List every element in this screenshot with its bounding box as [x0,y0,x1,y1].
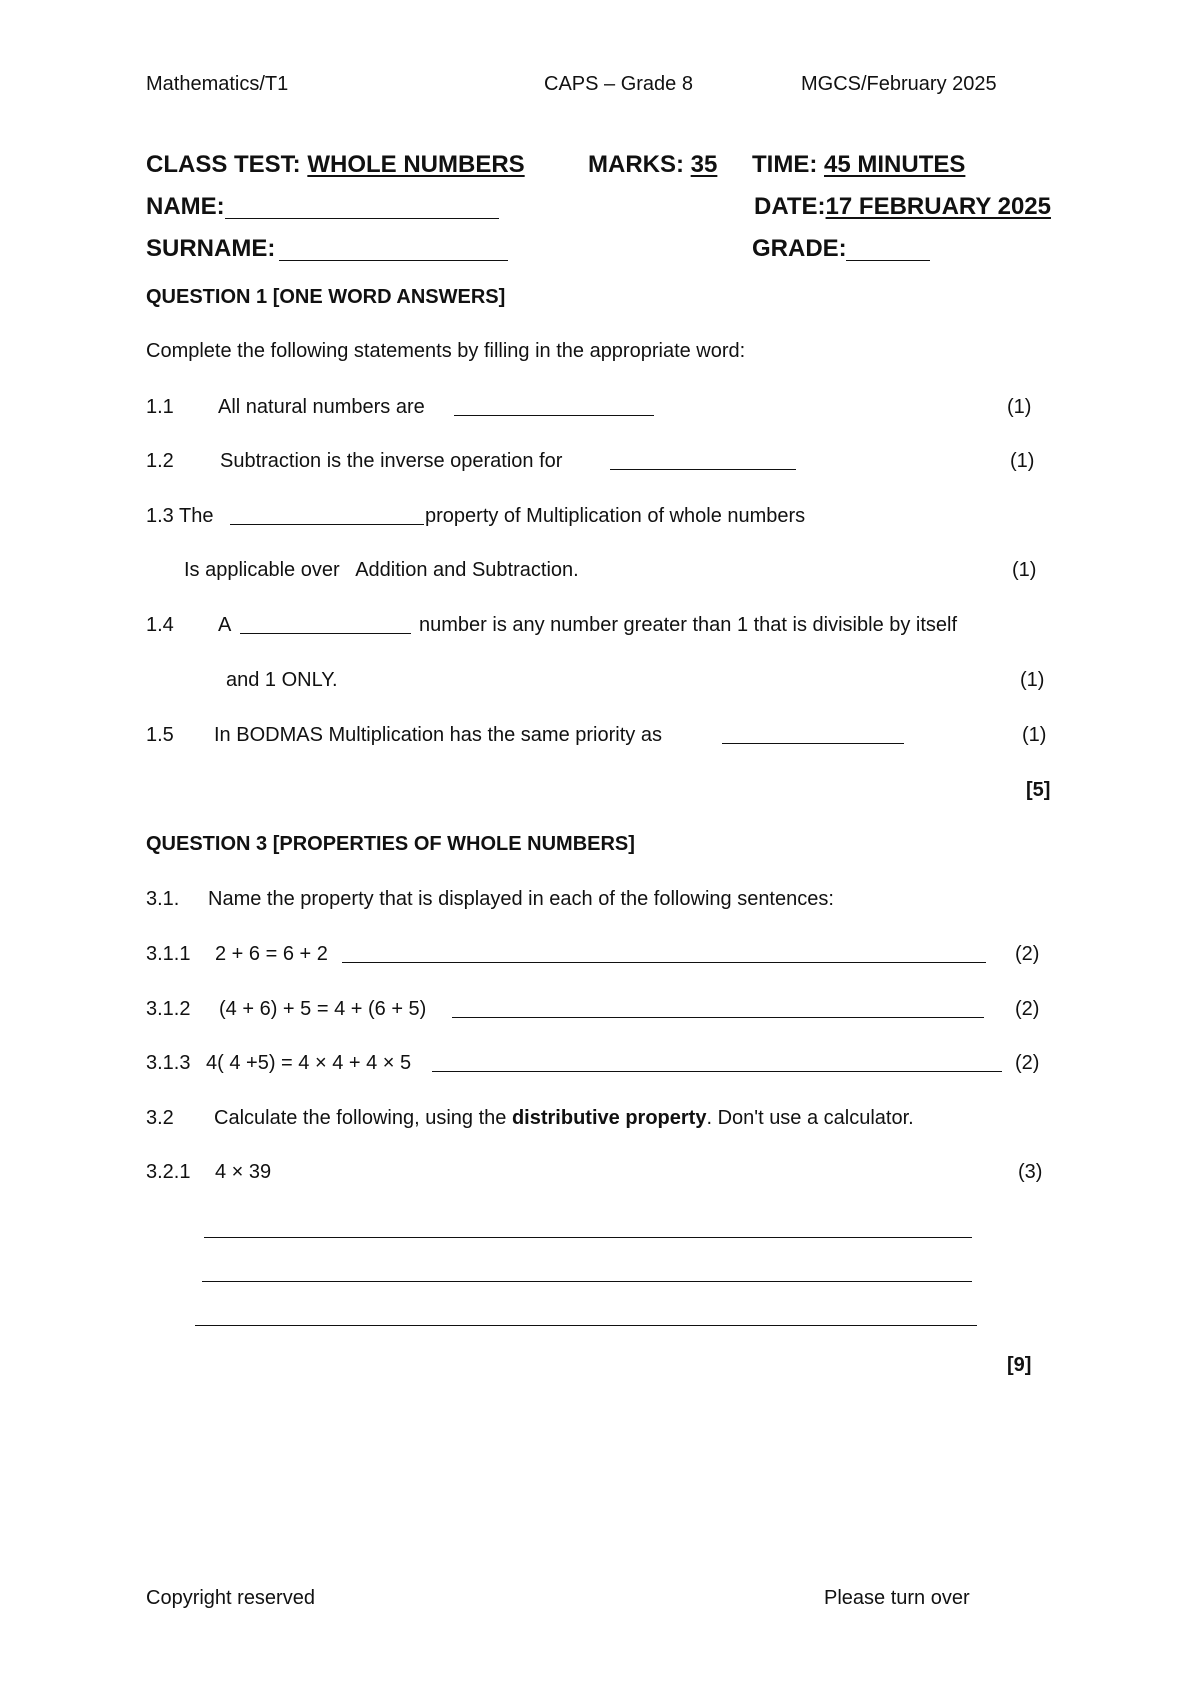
q1-2-blank[interactable] [610,469,796,470]
surname-blank[interactable] [279,260,508,261]
header-date: MGCS/February 2025 [801,73,997,95]
question-1-total: [5] [1026,779,1051,801]
q1-1-text: All natural numbers are [218,396,425,418]
q3-2-1-number: 3.2.1 [146,1161,191,1183]
q3-2-text-after: . Don't use a calculator. [706,1107,914,1129]
marks-label: MARKS: [588,151,691,178]
class-test-label: CLASS TEST: [146,151,308,178]
q3-1-1-expression: 2 + 6 = 6 + 2 [215,943,328,965]
footer-turn-over: Please turn over [824,1587,970,1609]
q1-1-number: 1.1 [146,396,174,418]
question-3-total: [9] [1007,1354,1032,1376]
q3-1-2-number: 3.1.2 [146,998,191,1020]
q1-5-number: 1.5 [146,724,174,746]
q3-2-number: 3.2 [146,1107,174,1129]
q3-1-3-blank[interactable] [432,1071,1002,1072]
q1-4-continuation: and 1 ONLY. [226,669,338,691]
q1-4-article: A [218,614,232,636]
class-test-value: WHOLE NUMBERS [307,151,525,178]
date-line [754,195,1051,219]
q1-4-blank[interactable] [240,633,411,634]
q1-3-continuation: Is applicable over Addition and Subtraction. [184,559,579,581]
q1-2-marks: (1) [1010,450,1035,472]
q1-3-blank[interactable] [230,524,424,525]
q1-4-text: number is any number greater than 1 that is divisible by itself [419,614,958,636]
header-subject: Mathematics/T1 [146,73,289,95]
q3-2-text-bold: distributive property [511,1107,707,1129]
q3-2-1-marks: (3) [1018,1161,1043,1183]
q1-4-number: 1.4 [146,614,174,636]
date-value: 17 FEBRUARY 2025 [825,193,1051,220]
q3-1-text: Name the property that is displayed in each of the following sentences: [208,888,834,910]
q1-4-marks: (1) [1020,669,1045,691]
q1-2-number: 1.2 [146,450,174,472]
answer-line-2[interactable] [202,1281,972,1282]
grade-label: GRADE: [752,235,847,262]
date-label: DATE: [754,193,826,220]
q3-1-1-marks: (2) [1015,943,1040,965]
grade-blank[interactable] [846,260,930,261]
q3-2-text-before: Calculate the following, using the [214,1107,512,1129]
footer-copyright: Copyright reserved [146,1587,315,1609]
q3-1-2-expression: (4 + 6) + 5 = 4 + (6 + 5) [219,998,427,1020]
q3-1-2-marks: (2) [1015,998,1040,1020]
q1-3-number: 1.3 The [146,505,214,527]
marks-line [588,153,717,177]
q1-3-marks: (1) [1012,559,1037,581]
q1-5-blank[interactable] [722,743,904,744]
marks-value: 35 [690,151,718,178]
q3-2-text [214,1108,914,1128]
q1-5-marks: (1) [1022,724,1047,746]
name-label: NAME: [146,193,225,220]
q3-1-3-number: 3.1.3 [146,1052,191,1074]
question-1-title: QUESTION 1 [ONE WORD ANSWERS] [146,286,506,308]
q3-1-3-marks: (2) [1015,1052,1040,1074]
q3-1-1-blank[interactable] [342,962,986,963]
q3-2-1-expression: 4 × 39 [215,1161,272,1183]
q1-3-text: property of Multiplication of whole numbers [425,505,806,527]
question-1-instruction: Complete the following statements by filling in the appropriate word: [146,340,746,362]
header-curriculum: CAPS – Grade 8 [544,73,693,95]
q3-1-number: 3.1. [146,888,180,910]
q1-1-blank[interactable] [454,415,654,416]
surname-label: SURNAME: [146,235,276,262]
time-line [752,153,965,177]
q1-5-text: In BODMAS Multiplication has the same priority as [214,724,662,746]
q3-1-2-blank[interactable] [452,1017,984,1018]
q3-1-3-expression: 4( 4 +5) = 4 × 4 + 4 × 5 [206,1052,412,1074]
q3-1-1-number: 3.1.1 [146,943,191,965]
question-3-title: QUESTION 3 [PROPERTIES OF WHOLE NUMBERS] [146,833,635,855]
answer-line-3[interactable] [195,1325,977,1326]
name-blank[interactable] [225,218,499,219]
q1-1-marks: (1) [1007,396,1032,418]
answer-line-1[interactable] [204,1237,972,1238]
time-label: TIME: [752,151,824,178]
q1-2-text: Subtraction is the inverse operation for [220,450,563,472]
class-test-line [146,153,525,177]
time-value: 45 MINUTES [824,151,966,178]
